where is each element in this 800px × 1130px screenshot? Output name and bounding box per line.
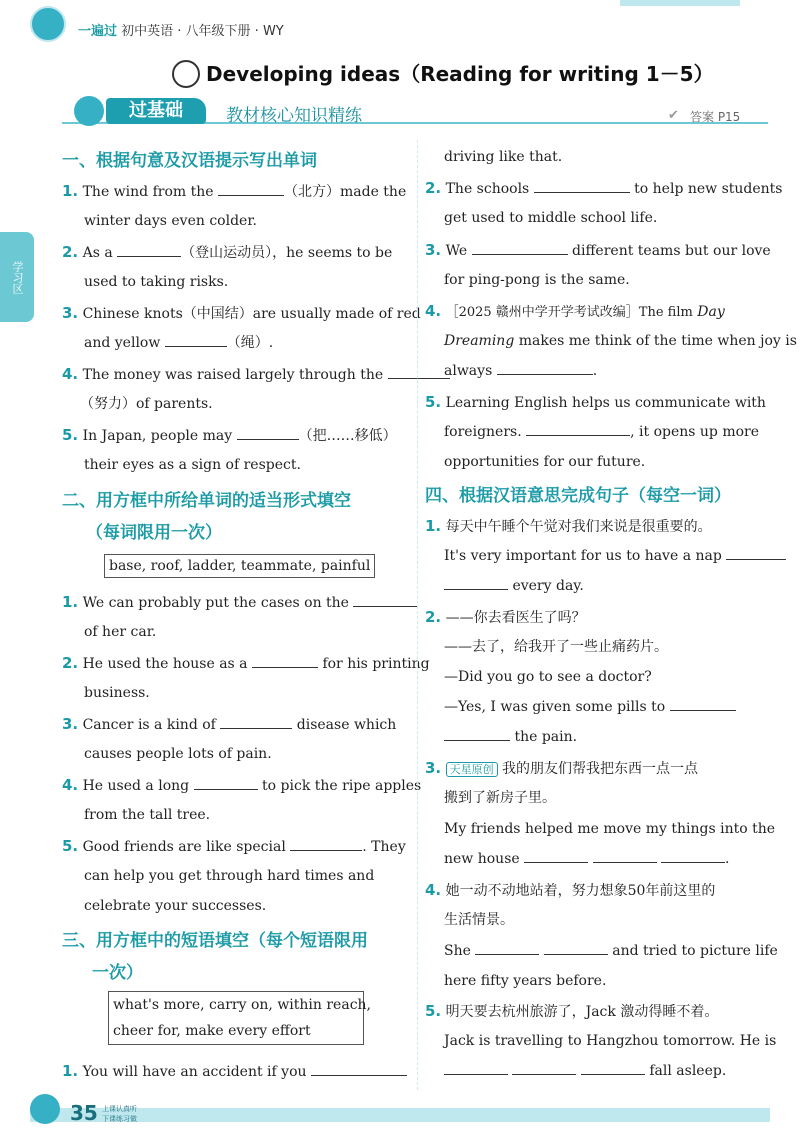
answer-blank[interactable] (165, 332, 227, 347)
answer-blank[interactable] (218, 181, 284, 196)
series-name: 初中英语 · 八年级下册 · WY (121, 24, 284, 39)
answer-blank[interactable] (237, 425, 299, 440)
q-text: —Yes, I was given some pills to (444, 699, 666, 715)
s1-q3-line2 (84, 328, 273, 358)
phrase-box-line1: what's more, carry on, within reach, (113, 997, 371, 1013)
answer-blank[interactable] (220, 714, 292, 729)
s1-q4-line2: （努力）of parents. (80, 396, 213, 412)
s3-q1-line2: driving like that. (444, 149, 563, 165)
answer-blank[interactable] (444, 726, 510, 741)
question-number: 4. (425, 302, 442, 320)
s2-q5-line2: can help you get through hard times and (84, 868, 375, 884)
page-number: 35 (70, 1101, 98, 1125)
brand-line (78, 20, 284, 39)
banner-tag: 过基础 (106, 98, 206, 124)
s1-q5-line2: their eyes as a sign of respect. (84, 457, 301, 473)
s4-q3-line3: My friends helped me move my things into the (444, 821, 776, 837)
question-number: 2. (62, 243, 79, 261)
answer-blank[interactable] (290, 836, 362, 851)
s4-q2-line5 (444, 722, 577, 752)
question-number: 1. (62, 1062, 79, 1080)
answer-blank[interactable] (311, 1061, 407, 1076)
answer-blank[interactable] (726, 545, 786, 560)
footer-note-2: 下课练习做 (102, 1115, 137, 1123)
q-text: Chinese knots（中国结）are usually made of red (82, 306, 421, 322)
answer-blank[interactable] (512, 1060, 576, 1075)
q-text: new house (444, 851, 520, 867)
q-text: 她一动不动地站着，努力想象50年前这里的 (445, 883, 716, 899)
q-text: As a (82, 245, 113, 261)
answer-blank[interactable] (670, 696, 736, 711)
question-number: 4. (425, 881, 442, 899)
s2-q3-line2: causes people lots of pain. (84, 746, 272, 762)
section-3-title-cont: 一次） (92, 963, 143, 983)
q-text: He used a long (82, 778, 190, 794)
s2-q5-line3: celebrate your successes. (84, 898, 267, 914)
side-tab (0, 232, 34, 322)
logo-badge (30, 6, 66, 42)
s3-q4-line2 (444, 326, 797, 356)
s4-q5-line2: Jack is travelling to Hangzhou tomorrow. He is (444, 1033, 777, 1049)
q-text: ——你去看医生了吗？ (445, 610, 586, 626)
s3-q4-line1 (425, 296, 770, 328)
q-text: Learning English helps us communicate with (445, 395, 766, 411)
q-text: . They (362, 839, 406, 855)
q-text: and yellow (84, 335, 161, 351)
s4-q1-line3 (444, 571, 584, 601)
answer-blank[interactable] (475, 940, 539, 955)
side-tab-label: 学习区 (11, 260, 24, 294)
s4-q5-line1 (425, 996, 770, 1027)
s3-q3-line2: for ping-pong is the same. (444, 272, 630, 288)
answer-blank[interactable] (544, 940, 608, 955)
question-number: 4. (62, 776, 79, 794)
answer-blank[interactable] (534, 178, 630, 193)
answer-blank[interactable] (444, 575, 508, 590)
q-text: We (445, 243, 468, 259)
question-number: 5. (425, 393, 442, 411)
s1-q3-line1 (62, 298, 421, 329)
s4-q3-line4: new house . (444, 844, 729, 874)
question-number: 3. (425, 759, 442, 777)
section-3-title: 三、用方框中的短语填空（每个短语限用 (62, 931, 368, 951)
answer-blank[interactable] (194, 775, 258, 790)
q-text: 我的朋友们帮我把东西一点一点 (502, 761, 699, 777)
s3-q4-line3 (444, 356, 597, 386)
answer-blank[interactable] (581, 1060, 645, 1075)
answer-blank[interactable] (388, 364, 450, 379)
question-number: 2. (425, 179, 442, 197)
s2-q2-line1 (62, 648, 430, 679)
q-text: Good friends are like special (82, 839, 286, 855)
q-text: We can probably put the cases on the (82, 595, 349, 611)
question-number: 5. (62, 837, 79, 855)
q-text: for his printing (322, 656, 430, 672)
section-1-title: 一、根据句意及汉语提示写出单词 (62, 151, 317, 171)
answer-blank[interactable] (252, 653, 318, 668)
q-text: You will have an accident if you (82, 1064, 307, 1080)
q-text: to pick the ripe apples (262, 778, 422, 794)
q-text: （北方）made the (283, 184, 407, 200)
q-text: Day (697, 304, 725, 320)
banner-subtitle: 教材核心知识精练 (226, 106, 362, 126)
answer-blank[interactable] (524, 848, 588, 863)
q-text: fall asleep. (649, 1063, 727, 1079)
column-divider (417, 140, 418, 1090)
top-decor (620, 0, 740, 6)
footer-note-1: 上课认真听 (102, 1105, 137, 1113)
q-text: The wind from the (82, 184, 214, 200)
answer-ref: 答案 P15 (690, 110, 741, 124)
s4-q3-line1 (425, 753, 770, 785)
s4-q4-line2: 生活情景。 (444, 912, 514, 928)
word-box: base, roof, ladder, teammate, painful (104, 554, 375, 578)
s1-q1-line2: winter days even colder. (84, 213, 257, 229)
s4-q1-line1 (425, 511, 770, 542)
s3-q3-line1 (425, 235, 770, 266)
q-text: . (592, 363, 598, 379)
question-number: 3. (62, 715, 79, 733)
answer-blank[interactable] (593, 848, 657, 863)
s2-q2-line2: business. (84, 685, 150, 701)
page-title: Developing ideas（Reading for writing 1－5） (206, 62, 714, 86)
footer-mascot-icon (30, 1094, 60, 1124)
answer-blank[interactable] (117, 242, 181, 257)
s4-q2-line2: ——去了，给我开了一些止痛药片。 (444, 639, 668, 655)
section-4-title: 四、根据汉语意思完成句子（每空一词） (425, 486, 731, 506)
s2-q5-line1 (62, 831, 412, 862)
question-number: 1. (62, 182, 79, 200)
q-text: Cancer is a kind of (82, 717, 216, 733)
question-number: 2. (62, 654, 79, 672)
s3-q5-line2 (444, 417, 759, 447)
q-text: The schools (445, 181, 530, 197)
q-text: disease which (296, 717, 397, 733)
question-number: 5. (62, 426, 79, 444)
s2-q1-line2: of her car. (84, 624, 157, 640)
original-badge: 天星原创 (446, 762, 498, 777)
footer-bar (30, 1108, 770, 1122)
q-text: the pain. (514, 729, 578, 745)
answer-blank[interactable] (353, 592, 417, 607)
s4-q1-line2 (444, 541, 786, 571)
s3-q5-line3: opportunities for our future. (444, 454, 646, 470)
s1-q1-line1 (62, 176, 412, 207)
q-text: ［2025 赣州中学开学考试改编］The film (445, 305, 693, 320)
s3-q2-line1 (425, 173, 783, 204)
answer-blank[interactable] (661, 848, 725, 863)
phrase-box (108, 991, 371, 1045)
s4-q2-line1 (425, 602, 770, 633)
q-text: 明天要去杭州旅游了，Jack 激动得睡不着。 (445, 1004, 719, 1020)
s4-q4-line3 (444, 936, 778, 966)
s2-q4-line2: from the tall tree. (84, 807, 211, 823)
q-text: , it opens up more (630, 424, 760, 440)
question-number: 4. (62, 365, 79, 383)
s4-q2-line4 (444, 692, 736, 722)
phrase-box-line2: cheer for, make every effort (113, 1023, 311, 1039)
q-text: foreigners. (444, 424, 522, 440)
s3-q5-line1 (425, 387, 770, 418)
s4-q5-line3 (444, 1056, 726, 1086)
q-text: He used the house as a (82, 656, 248, 672)
q-text: She (444, 943, 471, 959)
q-text: （把……移低） (298, 428, 397, 444)
s3-q2-line2: get used to middle school life. (444, 210, 658, 226)
q-text: It's very important for us to have a nap (444, 548, 722, 564)
q-text: （绳）. (226, 335, 274, 351)
question-number: 3. (62, 304, 79, 322)
s1-q2-line1 (62, 237, 412, 268)
mascot-icon (74, 96, 104, 126)
s2-q4-line1 (62, 770, 422, 801)
q-text: Dreaming (444, 333, 515, 349)
s4-q3-line2: 搬到了新房子里。 (444, 790, 556, 806)
q-text: （登山运动员），he seems to be (181, 245, 393, 261)
section-2-title-cont: （每词限用一次） (86, 523, 222, 543)
s1-q2-line2: used to taking risks. (84, 274, 229, 290)
s1-q5-line1 (62, 420, 412, 451)
q-text: makes me think of the time when joy is (518, 333, 797, 349)
answer-blank[interactable] (497, 360, 593, 375)
question-number: 3. (425, 241, 442, 259)
q-text: always (444, 363, 493, 379)
q-text: 每天中午睡个午觉对我们来说是很重要的。 (445, 519, 712, 535)
title-icon (172, 60, 200, 88)
s2-q1-line1 (62, 587, 412, 618)
q-text: In Japan, people may (82, 428, 233, 444)
check-icon: ✔ (668, 108, 679, 123)
q-text: different teams but our love (572, 243, 771, 259)
question-number: 5. (425, 1002, 442, 1020)
s4-q4-line4: here fifty years before. (444, 973, 607, 989)
question-number: 1. (62, 593, 79, 611)
answer-blank[interactable] (526, 421, 630, 436)
answer-blank[interactable] (472, 240, 568, 255)
s4-q2-line3: —Did you go to see a doctor? (444, 669, 652, 685)
q-text: and tried to picture life (612, 943, 778, 959)
answer-blank[interactable] (444, 1060, 508, 1075)
s1-q4-line1 (62, 359, 412, 390)
s4-q4-line1 (425, 875, 770, 906)
q-text: The money was raised largely through the (82, 367, 384, 383)
question-number: 1. (425, 517, 442, 535)
s2-q3-line1 (62, 709, 412, 740)
q-text: every day. (512, 578, 584, 594)
brand-name: 一遍过 (78, 24, 118, 39)
section-2-title: 二、用方框中所给单词的适当形式填空 (62, 491, 351, 511)
q-text: to help new students (634, 181, 783, 197)
question-number: 2. (425, 608, 442, 626)
s3-q1-line1 (62, 1056, 412, 1087)
